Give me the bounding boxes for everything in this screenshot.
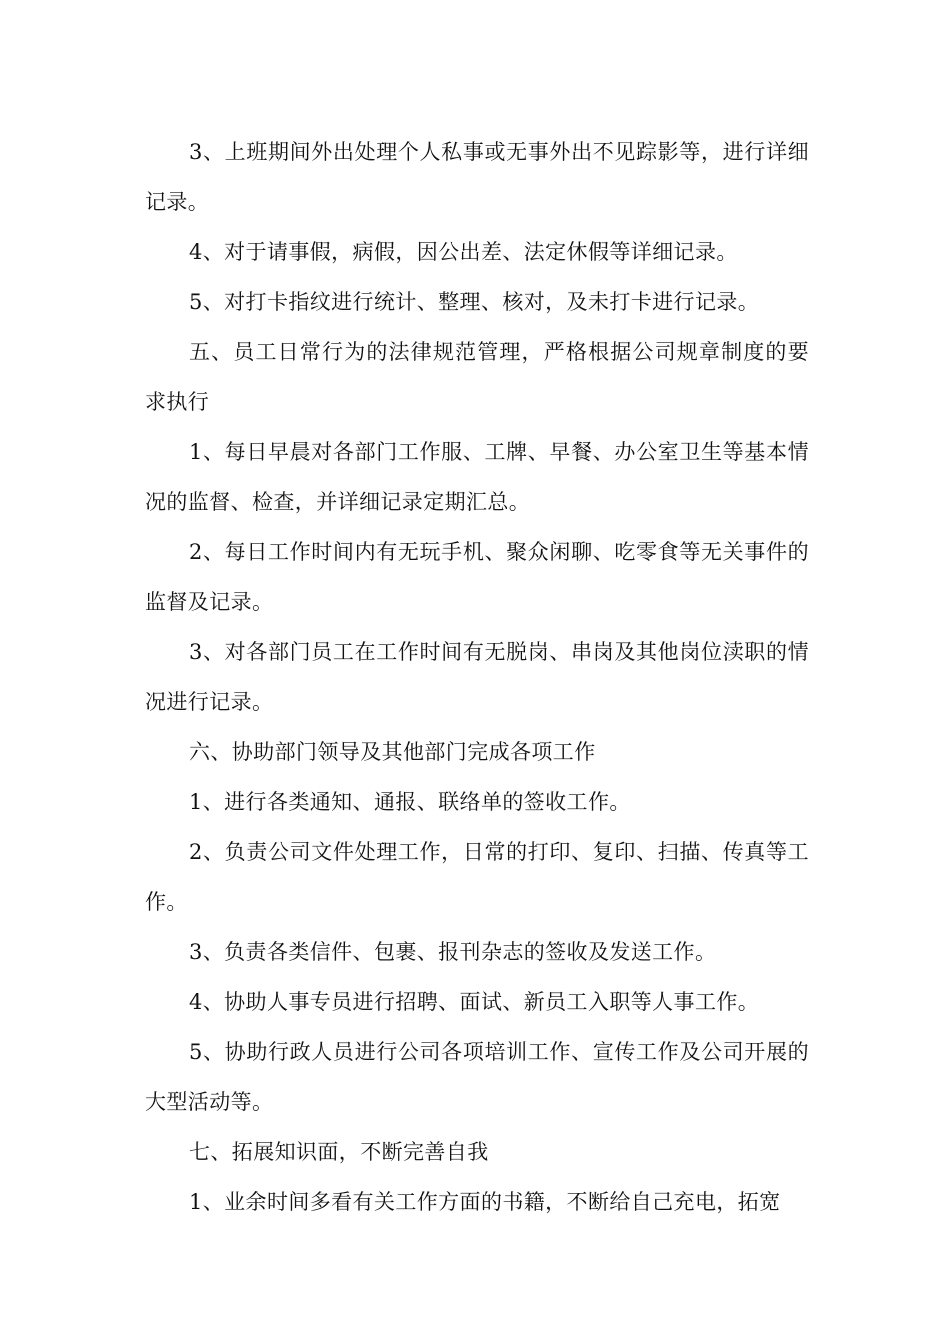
paragraph: 4、对于请事假，病假，因公出差、法定休假等详细记录。 [189, 240, 738, 264]
paragraph: 2、负责公司文件处理工作，日常的打印、复印、扫描、传真等工作。 [145, 840, 809, 914]
paragraph: 1、业余时间多看有关工作方面的书籍，不断给自己充电，拓宽 [189, 1190, 781, 1214]
paragraph: 5、对打卡指纹进行统计、整理、核对，及未打卡进行记录。 [189, 290, 760, 314]
paragraph: 3、对各部门员工在工作时间有无脱岗、串岗及其他岗位渎职的情况进行记录。 [145, 640, 809, 714]
paragraph: 3、上班期间外出处理个人私事或无事外出不见踪影等，进行详细记录。 [145, 140, 809, 214]
paragraph: 5、协助行政人员进行公司各项培训工作、宣传工作及公司开展的大型活动等。 [145, 1040, 809, 1114]
paragraph: 4、协助人事专员进行招聘、面试、新员工入职等人事工作。 [189, 990, 760, 1014]
paragraph: 1、每日早晨对各部门工作服、工牌、早餐、办公室卫生等基本情况的监督、检查，并详细记录定期汇总。 [145, 440, 809, 514]
paragraph: 1、进行各类通知、通报、联络单的签收工作。 [189, 790, 631, 814]
section-heading: 七、拓展知识面，不断完善自我 [189, 1140, 489, 1164]
section-heading: 五、员工日常行为的法律规范管理，严格根据公司规章制度的要求执行 [145, 340, 809, 414]
paragraph: 2、每日工作时间内有无玩手机、聚众闲聊、吃零食等无关事件的监督及记录。 [145, 540, 809, 614]
document-body [145, 127, 809, 1227]
section-heading: 六、协助部门领导及其他部门完成各项工作 [189, 740, 596, 764]
paragraph: 3、负责各类信件、包裹、报刊杂志的签收及发送工作。 [189, 940, 717, 964]
